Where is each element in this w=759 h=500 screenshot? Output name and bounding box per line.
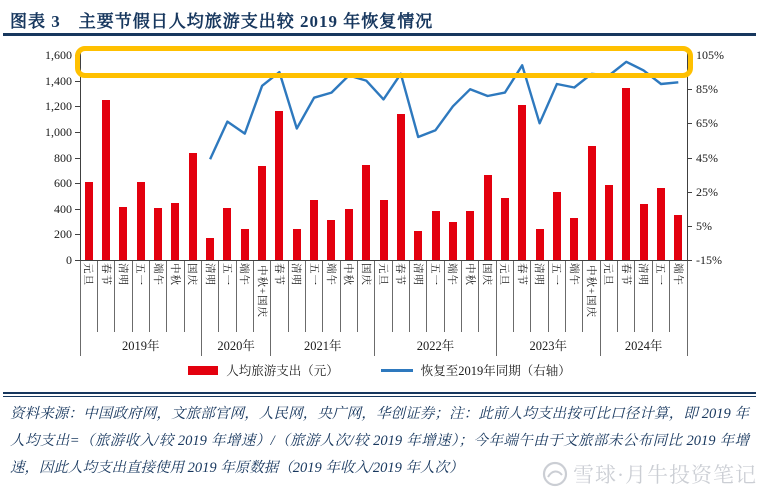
bar [345, 209, 353, 260]
bar [449, 222, 457, 260]
y-axis-left-tick [75, 81, 80, 82]
y-axis-right-tick [687, 226, 692, 227]
category-label: 国庆 [359, 263, 371, 286]
bar [536, 229, 544, 260]
category-label: 元旦 [82, 263, 94, 286]
bar [119, 207, 127, 260]
legend-label-line: 恢复至2019年同期（右轴） [420, 364, 571, 378]
bar [432, 211, 440, 260]
y-axis-left-tick-label: 1,600 [45, 48, 72, 62]
category-label: 清明 [533, 263, 545, 286]
highlight-annotation-box [75, 46, 693, 78]
legend-item-line [381, 361, 571, 379]
y-axis-right-tick [687, 260, 692, 261]
bar [622, 88, 630, 260]
year-group-label: 2022年 [416, 339, 455, 353]
y-axis-left-tick-label: 200 [54, 227, 72, 242]
year-group-label: 2021年 [304, 339, 342, 353]
watermark [542, 459, 757, 489]
bar [553, 192, 561, 260]
chart-legend [0, 361, 759, 379]
y-axis-left-tick-label: 0 [66, 253, 72, 267]
bar [102, 100, 110, 260]
year-group-label: 2019年 [121, 339, 160, 353]
category-label: 中秋 [168, 263, 180, 286]
legend-label-bar: 人均旅游支出（元） [226, 364, 339, 378]
y-axis-left-tick [75, 234, 80, 235]
y-axis-right [687, 49, 688, 260]
bar [85, 182, 93, 260]
y-axis-left-tick [75, 183, 80, 184]
category-label: 春节 [272, 263, 284, 286]
y-axis-right-tick-label: 25% [696, 184, 718, 199]
category-label: 端午 [238, 263, 250, 286]
category-label: 端午 [151, 263, 163, 286]
line-series-swatch [381, 369, 413, 372]
y-axis-left-tick-label: 1,000 [45, 124, 72, 139]
y-axis-right-tick [687, 192, 692, 193]
y-axis-right-tick-label: 45% [696, 150, 718, 165]
year-group-label: 2024年 [624, 339, 663, 353]
bar [657, 188, 665, 260]
bar [570, 218, 578, 260]
y-axis-right-tick-label: -15% [696, 253, 722, 267]
bar [484, 175, 492, 260]
category-label: 春节 [99, 263, 111, 286]
footer-separator-thin [3, 396, 756, 397]
category-label: 清明 [411, 263, 423, 286]
category-label: 元旦 [602, 263, 614, 286]
bar [293, 229, 301, 260]
year-group-label: 2023年 [529, 339, 567, 353]
category-label: 端午 [446, 263, 458, 286]
y-axis-right-tick [687, 158, 692, 159]
bar [588, 146, 596, 260]
category-label: 端午 [671, 263, 683, 286]
y-axis-right-tick-label: 105% [696, 48, 724, 62]
bar [275, 111, 283, 260]
bar [518, 105, 526, 260]
y-axis-right-tick-label: 5% [696, 218, 712, 233]
watermark-text: 雪球·月牛投资笔记 [573, 463, 757, 487]
y-axis-left-tick-label: 1,400 [45, 73, 72, 88]
bar [380, 200, 388, 260]
category-label: 春节 [515, 263, 527, 286]
category-label: 清明 [290, 263, 302, 286]
bar [466, 211, 474, 260]
y-axis-right-tick [687, 123, 692, 124]
legend-item-bar [188, 361, 339, 379]
bar [362, 165, 370, 260]
category-label: 端午 [567, 263, 579, 286]
category-label: 春节 [394, 263, 406, 286]
y-axis-left-tick-label: 800 [54, 150, 72, 165]
category-label: 五一 [134, 263, 146, 286]
y-axis-right-tick [687, 89, 692, 90]
category-label: 五一 [307, 263, 319, 286]
category-label: 五一 [550, 263, 562, 286]
category-label: 五一 [429, 263, 441, 286]
bar [310, 200, 318, 260]
bar [154, 208, 162, 260]
xueqiu-logo-icon [542, 461, 568, 487]
bar [223, 208, 231, 260]
y-axis-left-tick-label: 600 [54, 176, 72, 191]
category-label: 端午 [324, 263, 336, 286]
year-group-label: 2020年 [217, 339, 255, 353]
x-axis [80, 260, 688, 261]
category-label: 国庆 [481, 263, 493, 286]
category-label: 清明 [637, 263, 649, 286]
category-label: 中秋 [463, 263, 475, 286]
category-label: 国庆 [186, 263, 198, 286]
y-axis-left-tick-label: 400 [54, 201, 72, 216]
y-axis-left-tick [75, 209, 80, 210]
bar [674, 215, 682, 260]
bar [605, 185, 613, 260]
category-label: 春节 [619, 263, 631, 286]
bar [137, 182, 145, 260]
y-axis-left-tick [75, 132, 80, 133]
category-label: 清明 [116, 263, 128, 286]
category-label: 五一 [654, 263, 666, 286]
y-axis-left-tick [75, 158, 80, 159]
category-label: 清明 [203, 263, 215, 286]
chart-title: 图表 3 主要节假日人均旅游支出较 2019 年恢复情况 [10, 12, 434, 31]
bar [327, 220, 335, 260]
category-label: 元旦 [377, 263, 388, 286]
title-underline [3, 33, 756, 36]
bar [171, 203, 179, 260]
bar [241, 229, 249, 260]
bar [414, 231, 422, 260]
bar [397, 114, 405, 260]
y-axis-left-tick [75, 106, 80, 107]
bar [189, 153, 197, 260]
footer-separator [3, 392, 756, 394]
category-label: 元旦 [498, 263, 510, 286]
y-axis-right-tick-label: 65% [696, 116, 718, 131]
bar [258, 166, 266, 260]
category-label: 五一 [220, 263, 232, 286]
y-axis-right-tick-label: 85% [696, 82, 718, 97]
bar [640, 204, 648, 260]
category-label: 中秋+国庆 [255, 265, 267, 319]
bar-series-swatch [188, 366, 218, 375]
source-note: 资料来源：中国政府网，文旅部官网，人民网，央广网，华创证券；注：此前人均支出按可比口径计算，即 2019 年人均支出=（旅游收入/较 2019 年增速）/（旅游人次/较 2019 年增速）；今年端午由于文旅部未公布同比 2019 年增速，因此人均支出直接使用 2019 年原数据（2019 年收入/2019 年人次） [10, 406, 749, 476]
category-label: 中秋 [342, 263, 354, 286]
category-label: 中秋+国庆 [585, 265, 597, 319]
bar [206, 238, 214, 260]
y-axis-left-tick-label: 1,200 [45, 99, 72, 114]
bar [501, 198, 509, 260]
